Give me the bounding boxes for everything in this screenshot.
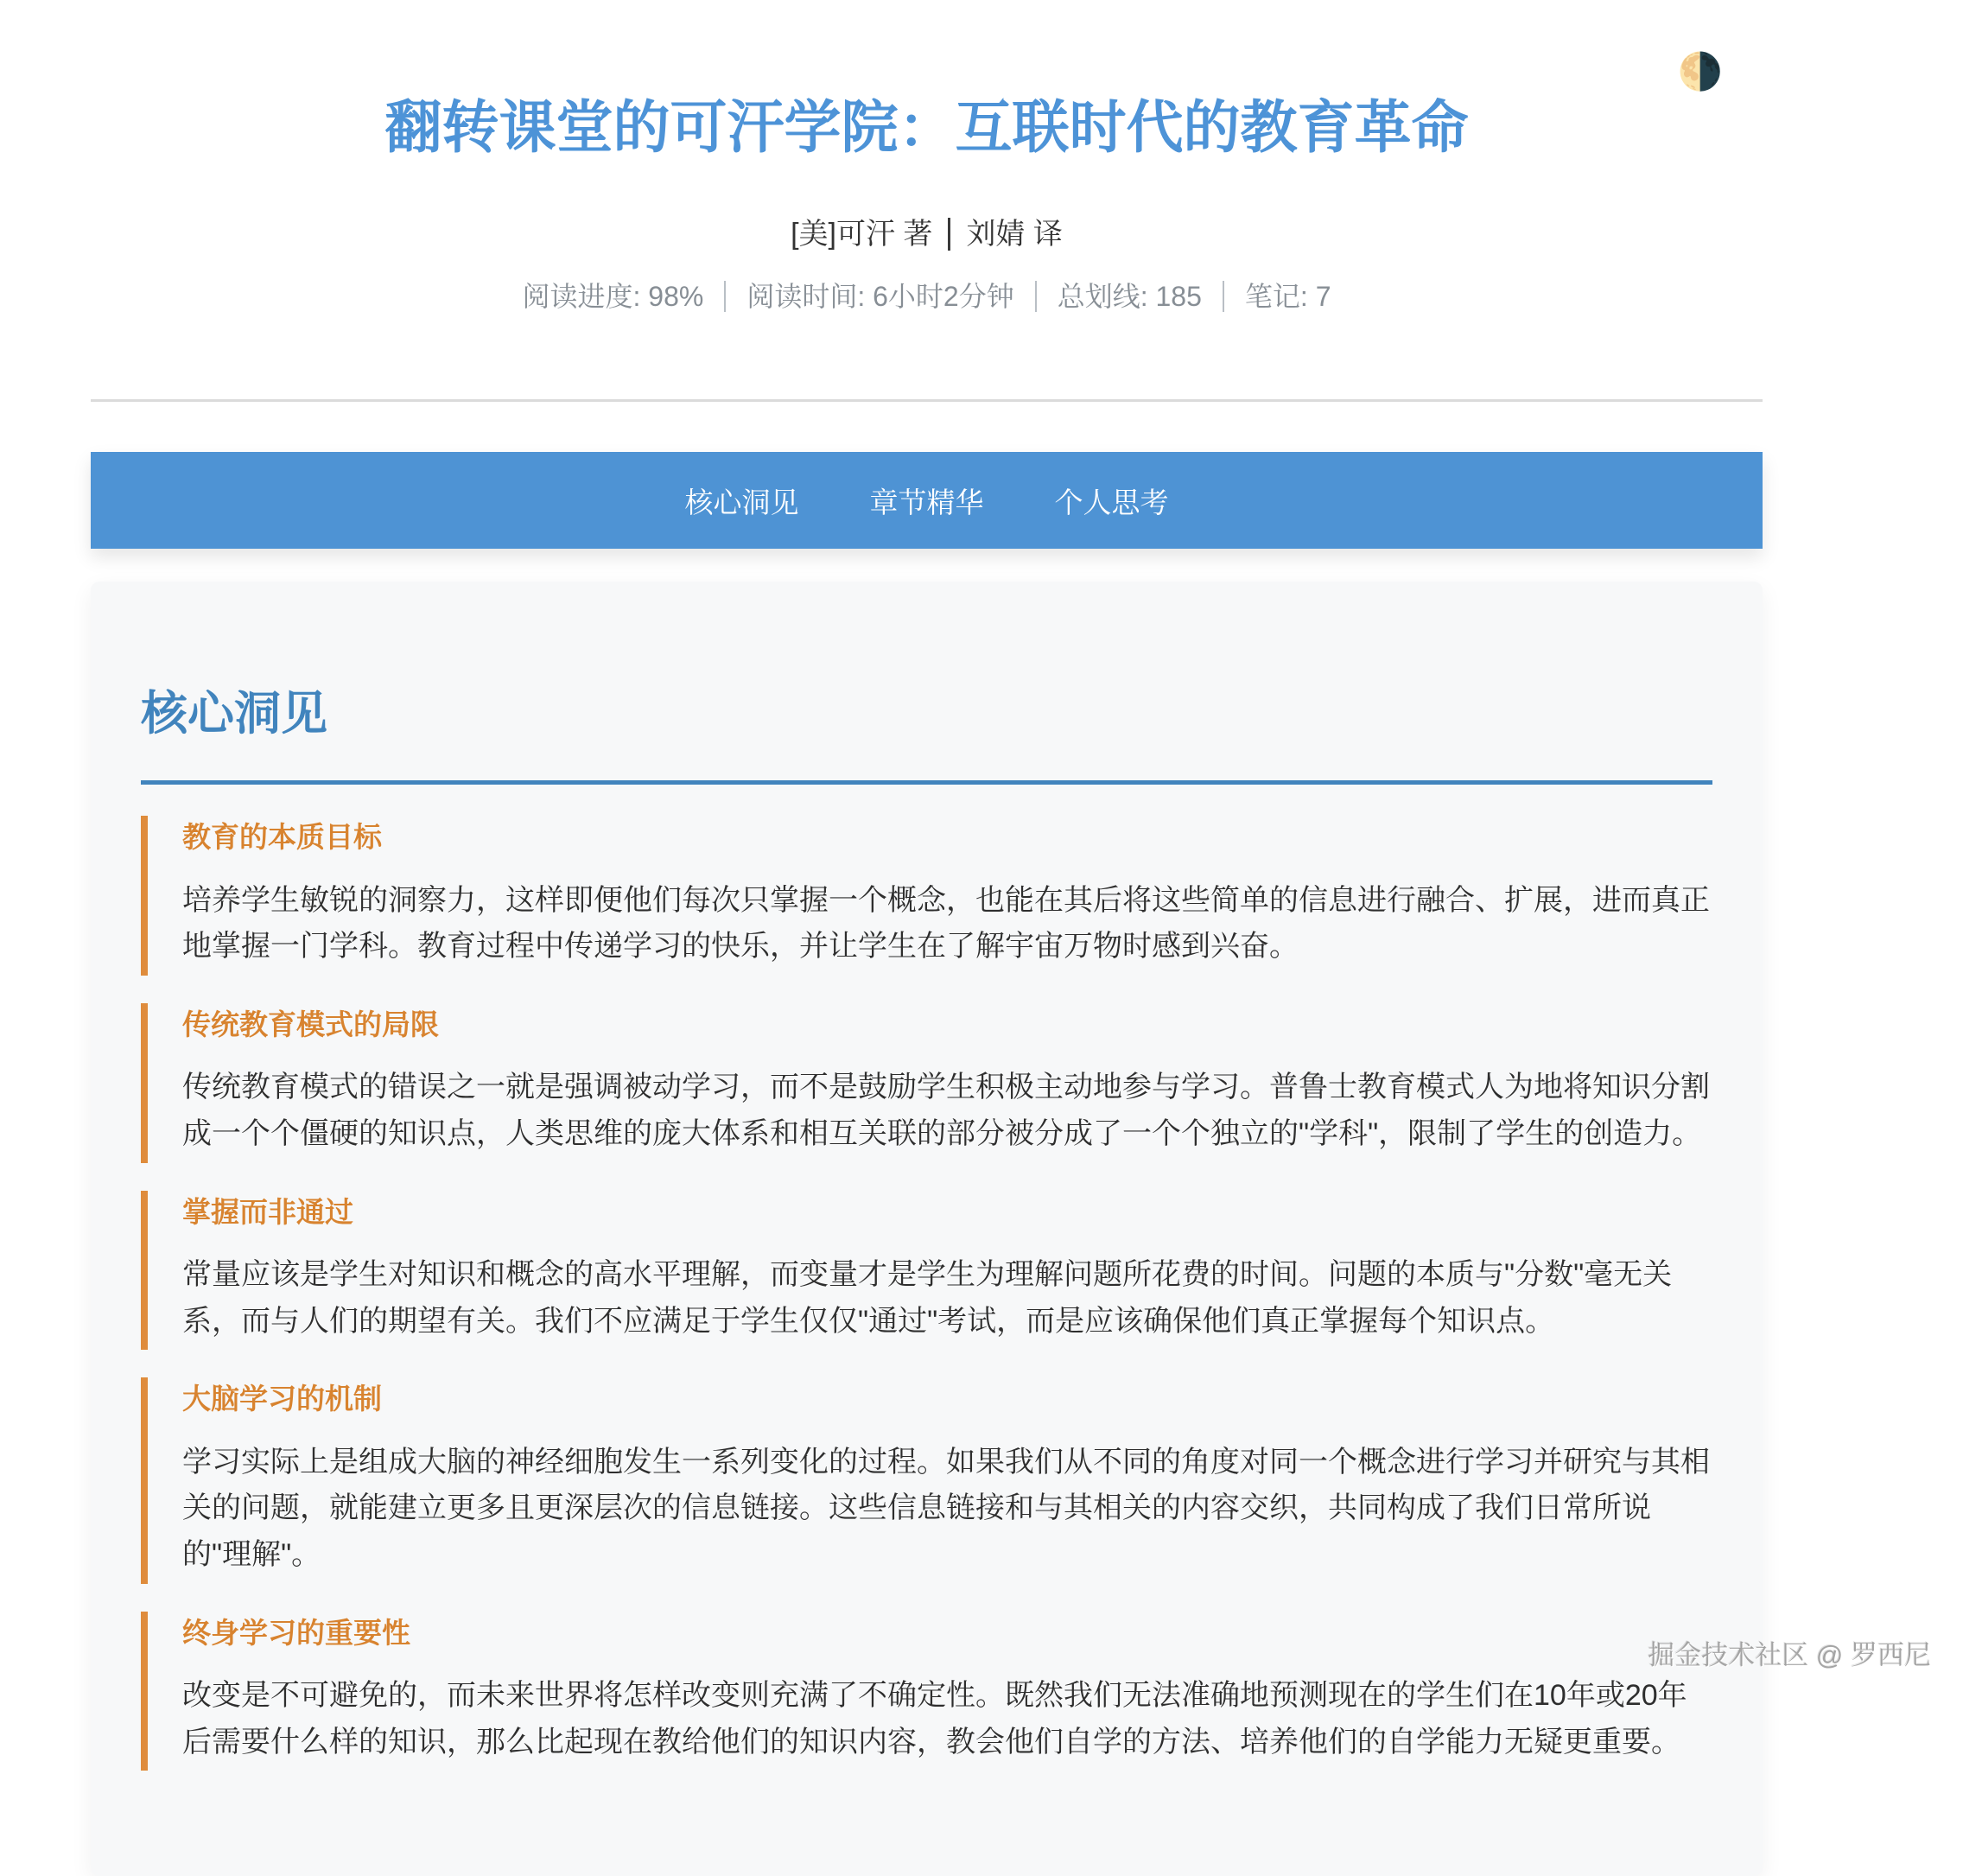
author-name: [美]可汗 著 — [791, 218, 933, 251]
insight-card — [141, 1377, 1712, 1583]
page-title: 翻转课堂的可汗学院：互联时代的教育革命 — [384, 95, 1469, 159]
insight-card — [141, 1191, 1712, 1351]
theme-toggle-button[interactable] — [1677, 51, 1723, 92]
stat-reading-time: 阅读时间: 6小时2分钟 — [724, 281, 1034, 312]
moon-icon: 🌗 — [1677, 51, 1723, 92]
reading-stats — [91, 275, 1763, 315]
insight-body: 培养学生敏锐的洞察力，这样即便他们每次只掌握一个概念，也能在其后将这些简单的信息进行融合、扩展，进而真正地掌握一门学科。教育过程中传递学习的快乐，并让学生在了解宇宙万物时感到兴奋。 — [182, 883, 1710, 963]
insight-body: 常量应该是学生对知识和概念的高水平理解，而变量才是学生为理解问题所花费的时间。问题的本质与"分数"毫无关系，而与人们的期望有关。我们不应满足于学生仅仅"通过"考试，而是应该确保他们真正掌握每个知识点。 — [182, 1257, 1673, 1338]
stat-notes: 笔记: 7 — [1223, 281, 1352, 312]
insight-body: 传统教育模式的错误之一就是强调被动学习，而不是鼓励学生积极主动地参与学习。普鲁士教育模式人为地将知识分割成一个个僵硬的知识点，人类思维的庞大体系和相互关联的部分被分成了一个个独立的"学科"，限制了学生的创造力。 — [182, 1071, 1710, 1150]
insight-card — [141, 1003, 1712, 1163]
content-card — [91, 582, 1763, 1876]
insight-heading: 掌握而非通过 — [182, 1195, 353, 1228]
navbar — [91, 452, 1763, 549]
watermark: 掘金技术社区 @ 罗西尼 — [1648, 1640, 1931, 1670]
stat-reading-progress: 阅读进度: 98% — [522, 281, 704, 313]
insight-body: 学习实际上是组成大脑的神经细胞发生一系列变化的过程。如果我们从不同的角度对同一个概念进行学习并研究与其相关的问题，就能建立更多且更深层次的信息链接。这些信息链接和与其相关的内容交织，共同构成了我们日常所说的"理解"。 — [182, 1445, 1710, 1572]
author-line — [91, 210, 1763, 252]
insight-heading: 教育的本质目标 — [182, 821, 382, 854]
page-container — [91, 0, 1763, 1876]
insight-heading: 终身学习的重要性 — [182, 1616, 410, 1649]
insight-heading: 大脑学习的机制 — [182, 1383, 382, 1415]
insight-card — [141, 816, 1712, 976]
nav-item-personal-thoughts[interactable]: 个人思考 — [1054, 486, 1169, 518]
section-heading: 核心洞见 — [141, 688, 327, 741]
nav-item-core-insights[interactable]: 核心洞见 — [684, 486, 799, 518]
header-divider — [91, 399, 1763, 402]
translator-name: 刘婧 译 — [948, 218, 1077, 251]
insight-body: 改变是不可避免的，而未来世界将怎样改变则充满了不确定性。既然我们无法准确地预测现在的学生们在10年或20年后需要什么样的知识，那么比起现在教给他们的知识内容，教会他们自学的方法、培养他们的自学能力无疑更重要。 — [182, 1679, 1687, 1758]
insight-heading: 传统教育模式的局限 — [182, 1008, 439, 1040]
insight-card — [141, 1612, 1712, 1771]
stat-highlights: 总划线: 185 — [1035, 281, 1223, 312]
section-underline — [141, 780, 1712, 785]
nav-item-chapter-highlights[interactable]: 章节精华 — [869, 486, 984, 518]
